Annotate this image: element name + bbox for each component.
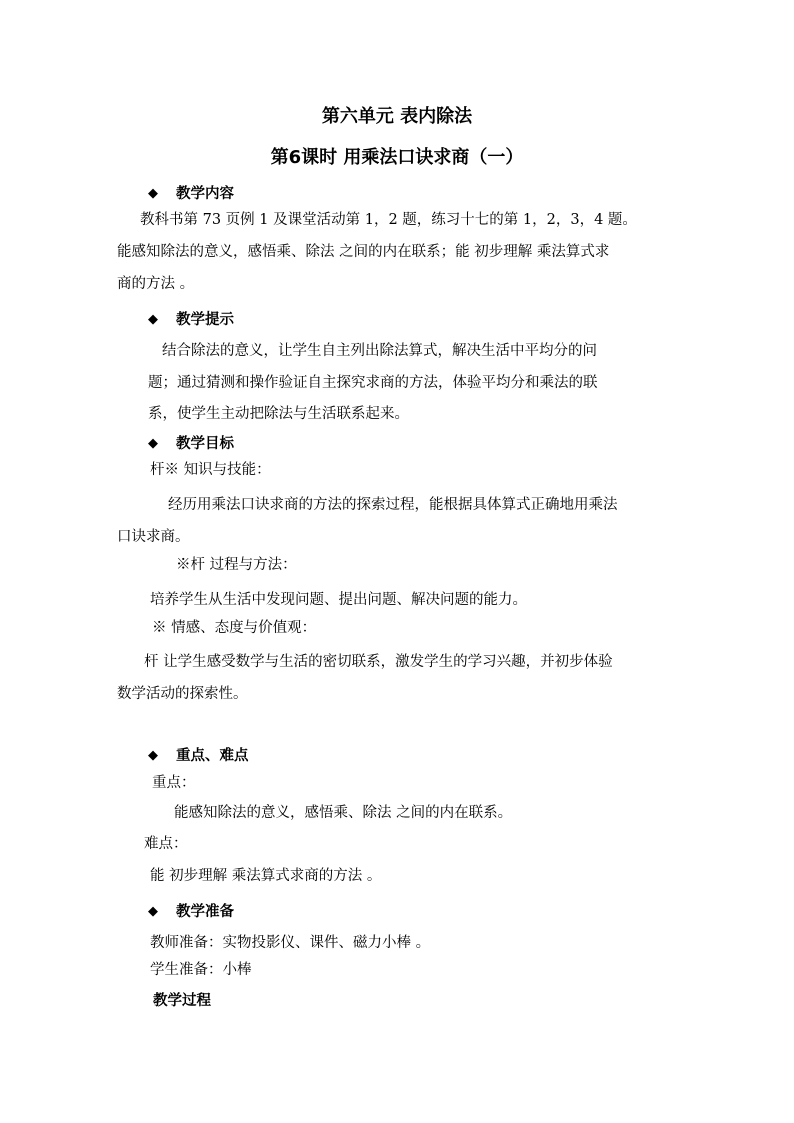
- goal-process-label: ※杆 过程与方法：: [176, 557, 297, 573]
- prep-student: 学生准备：小棒: [150, 962, 252, 978]
- key-text: 能感知除法的意义，感悟乘、除法 之间的内在联系。: [174, 805, 513, 821]
- content-line-2: 能感知除法的意义，感悟乘、除法 之间的内在联系；能 初步理解 乘法算式求: [117, 244, 610, 260]
- goal-knowledge-label: 杆※ 知识与技能：: [150, 462, 271, 478]
- prep-teacher: 教师准备：实物投影仪、课件、磁力小棒 。: [150, 935, 431, 951]
- section-heading-goals: 教学目标: [176, 436, 234, 452]
- hint-line-1: 结合除法的意义，让学生自主列出除法算式，解决生活中平均分的问: [162, 343, 597, 359]
- section-heading-content: 教学内容: [176, 186, 234, 202]
- hint-line-3: 系，使学生主动把除法与生活联系起来。: [148, 406, 409, 422]
- difficulty-label: 难点：: [144, 836, 188, 852]
- section-heading-process: 教学过程: [153, 993, 211, 1009]
- goal-knowledge-line-2: 口诀求商。: [117, 529, 190, 545]
- content-line-3: 商的方法 。: [117, 276, 195, 292]
- bullet-icon: ◆: [148, 436, 158, 451]
- difficulty-text: 能 初步理解 乘法算式求商的方法 。: [150, 868, 382, 884]
- goal-knowledge-line-1: 经历用乘法口诀求商的方法的探索过程，能根据具体算式正确地用乘法: [168, 497, 618, 513]
- section-heading-hint: 教学提示: [176, 312, 234, 328]
- goal-emotion-line-2: 数学活动的探索性。: [117, 686, 248, 702]
- section-heading-keypoints: 重点、难点: [176, 748, 249, 764]
- section-heading-prep: 教学准备: [176, 904, 234, 920]
- goal-emotion-line-1: 杆 让学生感受数学与生活的密切联系，激发学生的学习兴趣，并初步体验: [144, 654, 613, 670]
- goal-process-line: 培养学生从生活中发现问题、提出问题、解决问题的能力。: [150, 592, 527, 608]
- bullet-icon: ◆: [148, 186, 158, 201]
- bullet-icon: ◆: [148, 904, 158, 919]
- goal-emotion-label: ※ 情感、态度与价值观：: [152, 620, 317, 636]
- hint-line-2: 题；通过猜测和操作验证自主探究求商的方法，体验平均分和乘法的联: [148, 375, 598, 391]
- unit-title: 第六单元 表内除法: [321, 106, 473, 127]
- bullet-icon: ◆: [148, 312, 158, 327]
- key-label: 重点：: [152, 775, 196, 791]
- content-line-1: 教科书第 73 页例 1 及课堂活动第 1，2 题，练习十七的第 1，2，3，4 题。: [140, 212, 637, 228]
- bullet-icon: ◆: [148, 748, 158, 763]
- lesson-title: 第6课时 用乘法口诀求商（一）: [270, 147, 524, 168]
